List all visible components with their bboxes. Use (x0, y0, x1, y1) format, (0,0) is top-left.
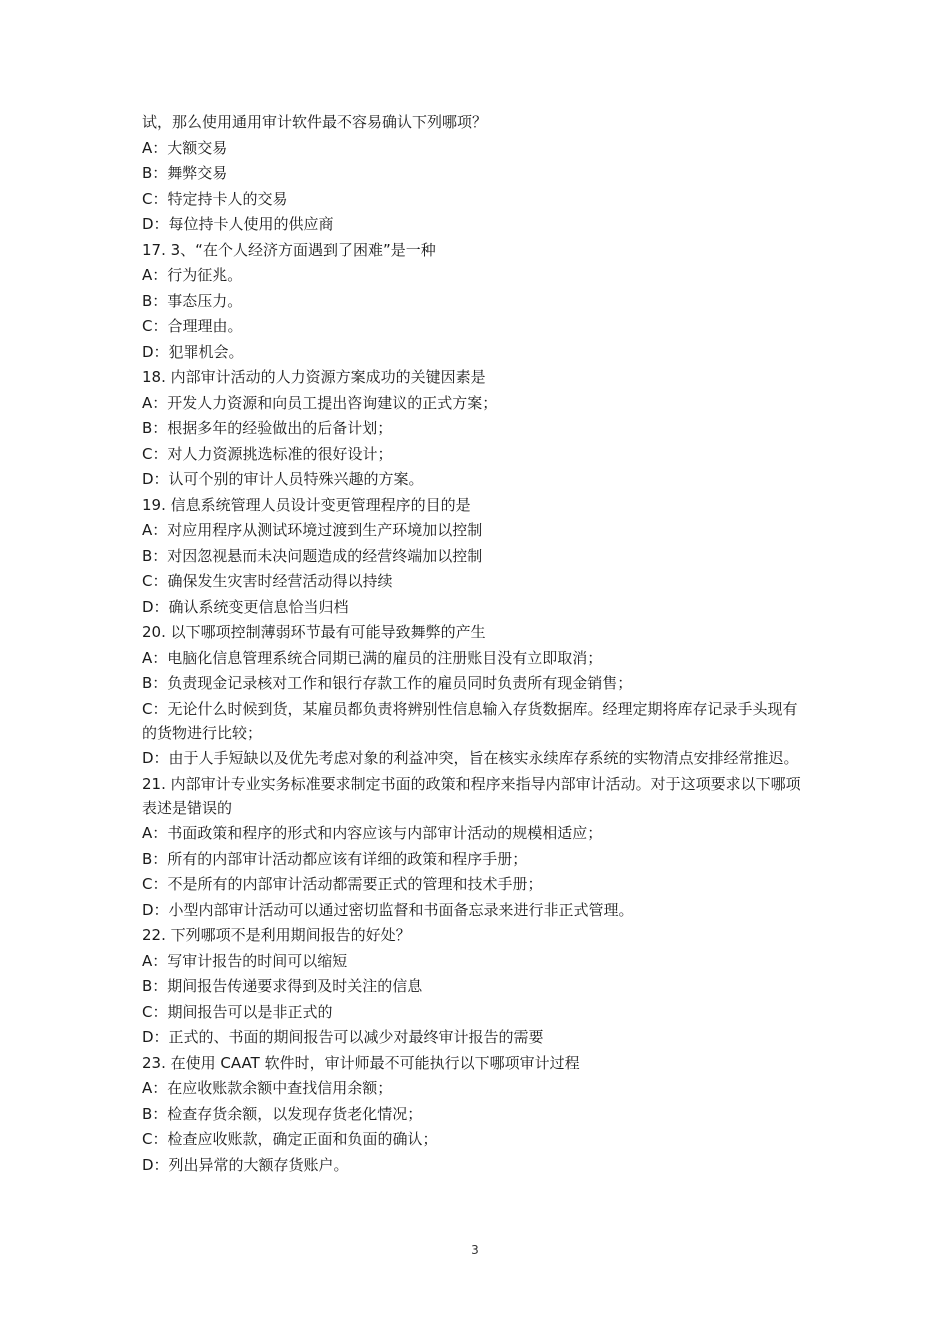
option-line: C：无论什么时候到货，某雇员都负责将辨别性信息输入存货数据库。经理定期将库存记录手头现有的货物进行比较； (142, 699, 798, 742)
option-line: D：确认系统变更信息恰当归档 (142, 597, 349, 616)
page-number: 3 (471, 1243, 479, 1257)
question-text: 22. 下列哪项不是利用期间报告的好处？ (142, 926, 411, 944)
question-text: 19. 信息系统管理人员设计变更管理程序的目的是 (142, 495, 471, 514)
question-block-23 (142, 1051, 810, 1177)
option-line: A：行为征兆。 (142, 266, 243, 284)
option-line: A：开发人力资源和向员工提出咨询建议的正式方案； (142, 393, 498, 412)
option-line: D：正式的、书面的期间报告可以减少对最终审计报告的需要 (142, 1028, 544, 1046)
option-line: D：每位持卡人使用的供应商 (142, 215, 334, 233)
option-line: B：期间报告传递要求得到及时关注的信息 (142, 977, 423, 995)
question-text: 18. 内部审计活动的人力资源方案成功的关键因素是 (142, 368, 486, 386)
option-line: D：由于人手短缺以及优先考虑对象的利益冲突，旨在核实永续库存系统的实物清点安排经常推迟。 (142, 749, 799, 767)
option-line: D：认可个别的审计人员特殊兴趣的方案。 (142, 470, 424, 488)
page-content (142, 110, 810, 1178)
question-text: 20. 以下哪项控制薄弱环节最有可能导致舞弊的产生 (142, 623, 486, 641)
option-line: A：在应收账款余额中查找信用余额； (142, 1079, 393, 1097)
option-line: B：所有的内部审计活动都应该有详细的政策和程序手册； (142, 849, 528, 868)
option-line: C：特定持卡人的交易 (142, 189, 288, 208)
question-text: 21. 内部审计专业实务标准要求制定书面的政策和程序来指导内部审计活动。对于这项要求以下哪项表述是错误的 (142, 774, 801, 817)
option-line: B：对因忽视悬而未决问题造成的经营终端加以控制 (142, 546, 483, 565)
option-line: C：期间报告可以是非正式的 (142, 1002, 333, 1021)
option-line: B：根据多年的经验做出的后备计划； (142, 419, 393, 437)
option-line: B：事态压力。 (142, 291, 243, 310)
option-line: A：电脑化信息管理系统合同期已满的雇员的注册账目没有立即取消； (142, 648, 603, 667)
option-line: D：小型内部审计活动可以通过密切监督和书面备忘录来进行非正式管理。 (142, 900, 634, 919)
option-line: A：写审计报告的时间可以缩短 (142, 951, 348, 970)
question-block-18 (142, 365, 810, 491)
option-line: B：负责现金记录核对工作和银行存款工作的雇员同时负责所有现金销售； (142, 674, 633, 692)
option-line: D：犯罪机会。 (142, 342, 244, 361)
question-block-21 (142, 772, 810, 922)
option-line: C：确保发生灾害时经营活动得以持续 (142, 572, 393, 590)
option-line: B：检查存货余额，以发现存货老化情况； (142, 1104, 423, 1123)
option-line: C：检查应收账款，确定正面和负面的确认； (142, 1130, 438, 1148)
question-block-19 (142, 493, 810, 619)
question-block-17 (142, 238, 810, 364)
question-block-22 (142, 923, 810, 1049)
option-line: D：列出异常的大额存货账户。 (142, 1155, 349, 1174)
option-line: C：对人力资源挑选标准的很好设计； (142, 444, 393, 463)
option-line: C：不是所有的内部审计活动都需要正式的管理和技术手册； (142, 875, 543, 893)
option-line: B：舞弊交易 (142, 164, 228, 182)
question-block-20 (142, 620, 810, 770)
option-line: A：大额交易 (142, 138, 228, 157)
option-line: C：合理理由。 (142, 317, 243, 335)
continued-question-line: 试，那么使用通用审计软件最不容易确认下列哪项？ (142, 113, 488, 131)
question-text: 17. 3、“在个人经济方面遇到了困难”是一种 (142, 240, 436, 259)
question-text: 23. 在使用 CAAT 软件时，审计师最不可能执行以下哪项审计过程 (142, 1053, 580, 1072)
option-line: A：对应用程序从测试环境过渡到生产环境加以控制 (142, 521, 483, 539)
option-line: A：书面政策和程序的形式和内容应该与内部审计活动的规模相适应； (142, 824, 603, 842)
